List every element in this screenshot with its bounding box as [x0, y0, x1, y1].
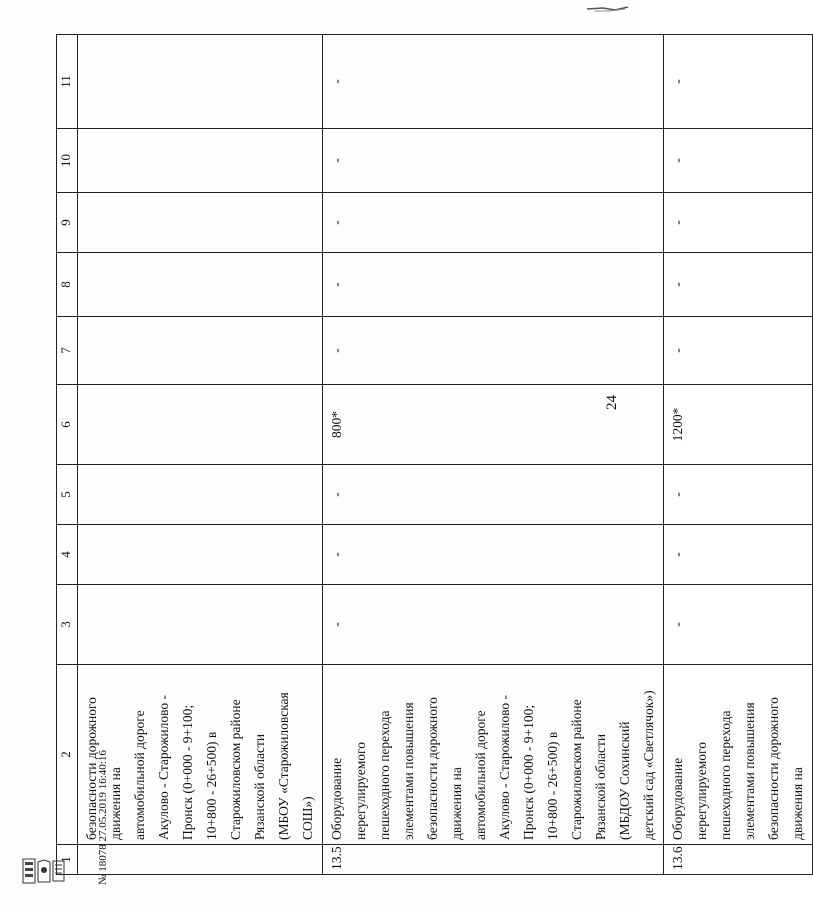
description-line: Акулово - Старожилово -: [497, 694, 512, 840]
row-number: 13.5: [323, 845, 664, 875]
cell-col-10: [78, 129, 323, 193]
cell-col-9: -: [664, 193, 813, 253]
description-line: пешеходного перехода: [377, 710, 392, 840]
cell-col-7: [78, 317, 323, 385]
description-line: движения на: [108, 767, 123, 840]
column-header-7: 7: [57, 317, 78, 385]
column-header-11: 11: [57, 35, 78, 129]
table-header: [57, 35, 78, 875]
column-header-5: 5: [57, 465, 78, 525]
description-line: движения на: [790, 767, 805, 840]
description-line: элементами повышения: [742, 702, 757, 840]
column-header-10: 10: [57, 129, 78, 193]
description-line: автомобильной дороге: [132, 710, 147, 840]
column-header-6: 6: [57, 385, 78, 465]
description-line: Рязанской области: [252, 733, 267, 840]
table-body: [78, 35, 813, 875]
column-header-8: 8: [57, 253, 78, 317]
header-row: [57, 35, 78, 875]
cell-col-3: [78, 585, 323, 665]
description-line: нерегулируемого: [694, 742, 709, 840]
table-row: [664, 35, 813, 875]
cell-col-9: [78, 193, 323, 253]
row-number: 13.6: [664, 845, 813, 875]
column-header-2: 2: [57, 665, 78, 845]
table-row: [78, 35, 323, 875]
description-line: Акулово - Старожилово -: [156, 694, 171, 840]
description-line: Рязанской области: [593, 733, 608, 840]
description-line: СОШ»): [300, 796, 315, 840]
cell-col-6: [78, 385, 323, 465]
column-header-1: 1: [57, 845, 78, 875]
description-line: Старожиловском районе: [228, 699, 243, 840]
cell-col-11: [78, 35, 323, 129]
description-line: автомобильной дороге: [473, 710, 488, 840]
cell-col-8: [78, 253, 323, 317]
row-description: [78, 665, 323, 845]
cell-col-3: -: [323, 585, 664, 665]
description-line: 10+800 - 26+500) в: [204, 731, 219, 840]
cell-col-4: -: [323, 525, 664, 585]
column-header-9: 9: [57, 193, 78, 253]
description-line: нерегулируемого: [353, 742, 368, 840]
description-line: безопасности дорожного: [425, 697, 440, 840]
budget-table: [56, 34, 813, 875]
cell-col-11: -: [323, 35, 664, 129]
description-line: безопасности дорожного: [84, 697, 99, 840]
column-header-3: 3: [57, 585, 78, 665]
cell-col-5: -: [323, 465, 664, 525]
cell-col-9: -: [323, 193, 664, 253]
cell-col-8: -: [323, 253, 664, 317]
cell-col-7: -: [664, 317, 813, 385]
cell-col-4: -: [664, 525, 813, 585]
description-line: 10+800 - 26+500) в: [545, 731, 560, 840]
cell-col-4: [78, 525, 323, 585]
cell-col-5: -: [664, 465, 813, 525]
scan-artifact: [585, 0, 630, 10]
cell-col-5: [78, 465, 323, 525]
description-line: безопасности дорожного: [766, 697, 781, 840]
cell-col-6: 1200*: [664, 385, 813, 465]
cell-col-6: 800*: [323, 385, 664, 465]
description-line: пешеходного перехода: [718, 710, 733, 840]
cell-col-7: -: [323, 317, 664, 385]
row-description: [664, 665, 813, 845]
registration-footer: № 18078 27.05.2019 16:40:16: [97, 750, 109, 885]
description-line: движения на: [449, 767, 464, 840]
description-line: детский сад «Светлячок»): [641, 690, 656, 840]
cell-col-3: -: [664, 585, 813, 665]
cell-col-8: -: [664, 253, 813, 317]
cell-col-11: -: [664, 35, 813, 129]
description-line: Пронск (0+000 - 9+100;: [521, 704, 536, 840]
cell-col-10: -: [323, 129, 664, 193]
rotated-table-wrapper: [56, 35, 805, 875]
description-line: Оборудование: [670, 757, 685, 840]
description-line: (МБДОУ Сохинский: [617, 721, 632, 840]
cell-col-10: -: [664, 129, 813, 193]
page-number: 24: [604, 395, 620, 410]
description-line: (МБОУ «Старожиловская: [276, 692, 291, 840]
row-number: [78, 845, 323, 875]
description-line: Старожиловском районе: [569, 699, 584, 840]
description-line: Пронск (0+000 - 9+100;: [180, 704, 195, 840]
description-line: элементами повышения: [401, 702, 416, 840]
column-header-4: 4: [57, 525, 78, 585]
row-description: [323, 665, 664, 845]
description-line: Оборудование: [329, 757, 344, 840]
stamp-logo: [22, 858, 66, 884]
table-row: [323, 35, 664, 875]
